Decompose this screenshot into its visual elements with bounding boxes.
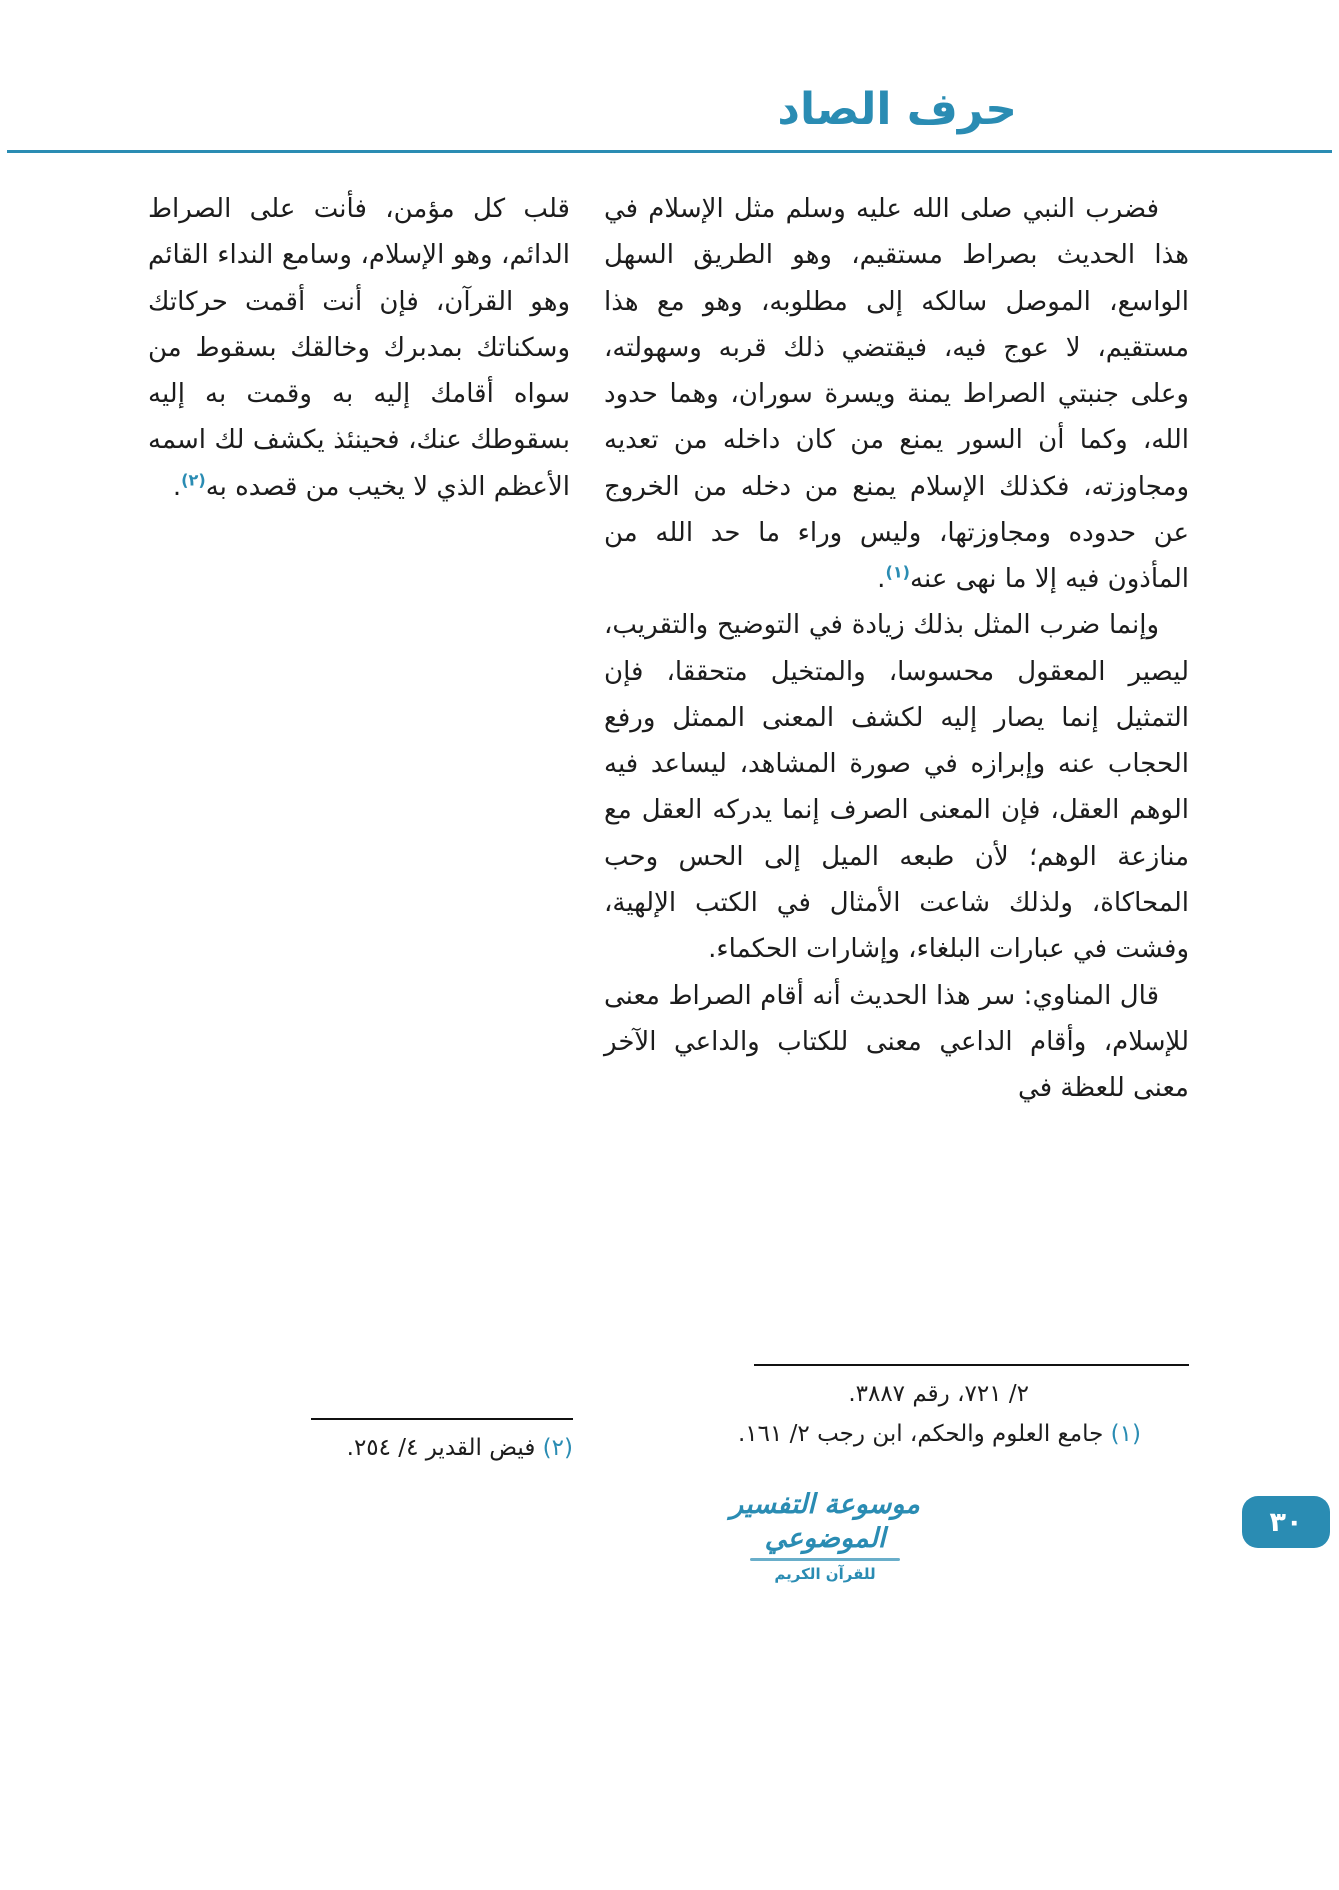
footnotes-right-block: [604, 1364, 1189, 1455]
footnote-ref-2: (٢): [181, 469, 206, 489]
left-column: [148, 186, 570, 510]
footnote-1-number: (١): [1110, 1421, 1141, 1448]
footnotes-left-block: [148, 1418, 573, 1468]
publisher-logo-title: موسوعة التفسير الموضوعي: [730, 1489, 920, 1554]
paragraph-4-end: .: [172, 471, 182, 502]
paragraph-3: [604, 973, 1189, 1112]
page-number-badge: [1242, 1496, 1330, 1548]
footnote-ref-1: (١): [885, 562, 911, 582]
footnote-item-2: [148, 1428, 573, 1468]
paragraph-2: [604, 602, 1189, 972]
right-column: [604, 186, 1189, 1111]
footnote-separator-right: [754, 1364, 1189, 1366]
paragraph-1: [604, 186, 1189, 602]
paragraph-1-text: فضرب النبي صلى الله عليه وسلم مثل الإسلام في هذا الحديث بصراط مستقيم، وهو الطريق السهل الواسع، الموصل سالكه إلى مطلوبه، وهو مع هذا مستقيم، لا عوج فيه، فيقتضي ذلك قربه وسهولته، وعلى جنبتي الصراط يمنة ويسرة سوران، وهما حدود الله، وكما أن السور يمنع من كان داخله من تعديه ومجاوزته، فكذلك الإسلام يمنع من دخله من الخروج عن حدوده ومجاوزتها، وليس وراء ما حد الله من المأذون فيه إلا ما نهى عنه: [604, 194, 1189, 595]
paragraph-4: [148, 186, 570, 510]
paragraph-2-text: وإنما ضرب المثل بذلك زيادة في التوضيح والتقريب، ليصير المعقول محسوسا، والمتخيل متحققا، فإن التمثيل إنما يصار إليه لكشف المعنى الممثل ورفع الحجاب عنه وإبرازه في صورة المشاهد، ليساعد فيه الوهم العقل، فإن المعنى الصرف إنما يدركه العقل مع منازعة الوهم؛ لأن طبعه الميل إلى الحس وحب المحاكاة، ولذلك شاعت الأمثال في الكتب الإلهية، وفشت في عبارات البلغاء، وإشارات الحكماء.: [604, 610, 1189, 965]
chapter-title: حرف الصاد: [777, 84, 1017, 135]
paragraph-3-text: قال المناوي: سر هذا الحديث أنه أقام الصراط معنى للإسلام، وأقام الداعي معنى للكتاب والداعي الآخر معنى للعظة في: [604, 980, 1189, 1104]
logo-flourish-rule: [750, 1558, 900, 1561]
footnote-continuation: ٢/ ٧٢١، رقم ٣٨٨٧.: [848, 1381, 1029, 1407]
footnote-separator-left: [311, 1418, 573, 1420]
footnote-1-text: جامع العلوم والحكم، ابن رجب ٢/ ١٦١.: [737, 1421, 1104, 1448]
footnote-2-text: فيض القدير ٤/ ٢٥٤.: [346, 1435, 536, 1461]
footnote-2-number: (٢): [542, 1435, 573, 1461]
page-number: ٣٠: [1269, 1506, 1303, 1538]
publisher-logo-subtitle: للقرآن الكريم: [774, 1564, 876, 1583]
footnote-item-1: [604, 1414, 1189, 1454]
paragraph-1-end: .: [877, 564, 886, 595]
paragraph-4-text: قلب كل مؤمن، فأنت على الصراط الدائم، وهو الإسلام، وسامع النداء القائم وهو القرآن، فإن أنت أقمت حركاتك وسكناتك بمدبرك وخالقك بسقوط من سواه أقامك إليه به وقمت به إليه بسقوطك عنك، فحينئذ يكشف لك اسمه الأعظم الذي لا يخيب من قصده به: [148, 194, 570, 502]
publisher-logo: [700, 1488, 950, 1583]
header-divider-rule: [7, 150, 1332, 153]
text-columns: [148, 186, 1189, 1111]
